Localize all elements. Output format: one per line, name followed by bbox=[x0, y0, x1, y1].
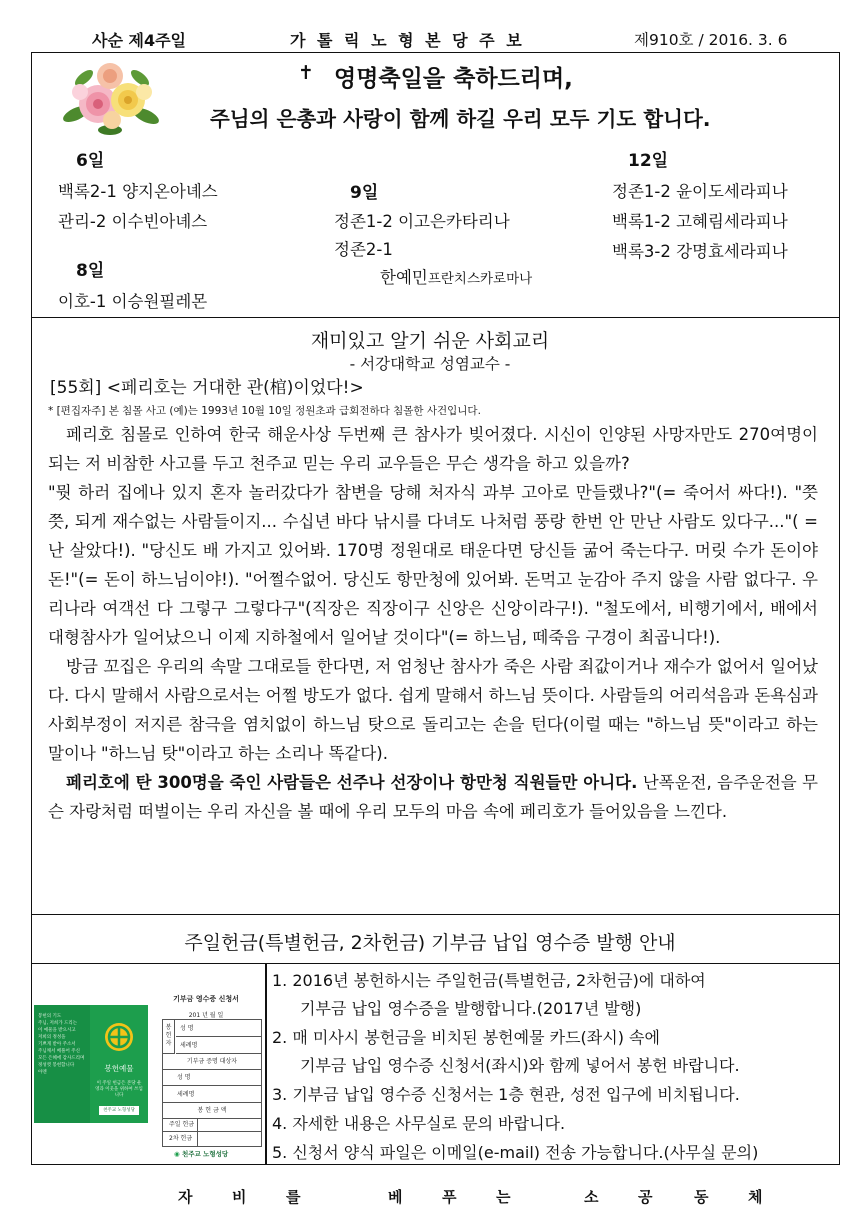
form-section3: 봉 헌 금 액 bbox=[163, 1103, 261, 1119]
form-name-label: 성 명 bbox=[176, 1020, 261, 1037]
form-sunday-row: 주일 헌금 bbox=[163, 1118, 261, 1132]
footer-char: 베 bbox=[388, 1188, 405, 1206]
form-date: 201 년 월 일 bbox=[188, 1012, 224, 1019]
article-emphasis: 페리호에 탄 300명을 죽인 사람들은 선주나 선장이나 항만청 직원들만 아니다. bbox=[66, 773, 638, 792]
notice-item: 기부금 납입 영수증을 발행합니다.(2017년 발행) bbox=[300, 999, 642, 1018]
article-paragraph: "뭣 하러 집에나 있지 혼자 놀러갔다가 참변을 당해 처자식 과부 고아로 만들랬나?"(= 죽어서 싸다!). "쯧쯧, 되게 재수없는 사람들이지... 수십년 바다 낚시를 다녀도 나처럼 풍랑 한번 안 만난 사람도 있다구..."( = 난 살았다!). "당신도 배 가지고 있어봐. 170명 정원대로 태운다면 당신들 굶어 죽는다구. 머릿 수가 돈이야 돈!"(= 돈이 하느님이야!). "어쩔수없어. 당신도 항만청에 있어봐. 돈먹고 눈감아 주지 않을 사람 없다구. 우리나라 여객선 다 그렇구 그렇다구"(직장은 직장이구 신앙은 신앙이라구!). "철도에서, 비행기에서, 배에서 대형참사가 일어났으니 이제 지하철에서 일어날 것이다"(= 하느님, 떼죽음 구경이 최곱니다!). bbox=[48, 483, 818, 647]
form-name2-label: 성 명 bbox=[163, 1069, 261, 1086]
day6-entry: 백록2-1 양지온아녜스 bbox=[58, 182, 218, 201]
form-section2: 기부금 증명 대상자 bbox=[163, 1054, 261, 1070]
day9-entry: 정존1-2 이고은카타리나 bbox=[334, 212, 510, 231]
card-prayer-line: 저희의 정성을 bbox=[38, 1035, 66, 1040]
notice-item: 1. 2016년 봉헌하시는 주일헌금(특별헌금, 2차헌금)에 대하여 bbox=[272, 971, 706, 990]
card-prayer bbox=[38, 1013, 84, 1076]
offering-card bbox=[90, 1005, 148, 1123]
notice-item: 5. 신청서 양식 파일은 이메일(e-mail) 전송 가능합니다.(사무실 문의) bbox=[272, 1143, 759, 1162]
card-prayer-line: 봉헌의 기도 bbox=[38, 1014, 62, 1019]
day12-entry: 백록3-2 강명효세라피나 bbox=[612, 242, 788, 261]
bulletin-title: 가 톨 릭 노 형 본 당 주 보 bbox=[290, 31, 525, 50]
notice-item: 4. 자세한 내용은 사무실로 문의 바랍니다. bbox=[272, 1114, 566, 1133]
form-baptism-label: 세례명 bbox=[176, 1037, 261, 1054]
feast-title: 영명축일을 축하드리며, bbox=[334, 66, 573, 92]
card-church-label: 천주교 노형성당 bbox=[99, 1106, 139, 1115]
form-table bbox=[162, 1019, 262, 1147]
article-paragraph: 방금 꼬집은 우리의 속말 그대로들 한다면, 저 엄청난 참사가 죽은 사람 죄값이거나 재수가 없어서 일어났다. 다시 말해서 사람으로서는 어쩔 방도가 없다. 쉽게 말해서 하느님 뜻이다. 사람들의 어리석음과 돈욕심과 사회부정이 저지른 참극을 염치없이 하느님 탓으로 돌리고는 손을 턴다(이럴 때는 "하느님 뜻"이라고 하는 말이나 "하느님 탓"이라고 하는 소리나 똑같다). bbox=[48, 657, 818, 763]
footer-char: 는 bbox=[496, 1188, 513, 1206]
notice-divider bbox=[265, 963, 267, 1165]
card-message: 이 주일 헌금은 본당 운영과 이웃을 위하여 쓰입니다 bbox=[95, 1081, 143, 1098]
form-church-logo bbox=[174, 1149, 228, 1158]
header-sunday: 사순 제4주일 bbox=[92, 31, 186, 50]
form-title: 기부금 영수증 신청서 bbox=[173, 995, 239, 1003]
day12-entry: 정존1-2 윤이도세라피나 bbox=[612, 182, 788, 201]
application-form bbox=[150, 992, 262, 1160]
day9-label: 9일 bbox=[350, 183, 379, 203]
day6-entry: 관리-2 이수빈아녜스 bbox=[58, 212, 208, 231]
card-prayer-line: 주님, 저희가 드리는 bbox=[38, 1021, 78, 1026]
day6-label: 6일 bbox=[76, 151, 105, 171]
day12-label: 12일 bbox=[628, 151, 669, 171]
day9-extra-name: 한예민 bbox=[380, 268, 428, 287]
form-second-row: 2차 헌금 bbox=[169, 1135, 193, 1142]
day9-extra-saint: 프란치스카로마나 bbox=[427, 271, 533, 287]
card-label: 봉헌예물 bbox=[104, 1064, 134, 1073]
article-author: - 서강대학교 성염교수 - bbox=[349, 355, 511, 373]
article-body bbox=[48, 420, 818, 826]
form-side-label: 봉헌자 bbox=[163, 1020, 175, 1054]
notice-title: 주일헌금(특별헌금, 2차헌금) 기부금 납입 영수증 발행 안내 bbox=[184, 932, 676, 954]
form-baptism2-label: 세례명 bbox=[163, 1086, 261, 1103]
article-title: 재미있고 알기 쉬운 사회교리 bbox=[310, 330, 550, 352]
flower-bouquet-icon bbox=[60, 56, 162, 140]
article-paragraph-rest: 난폭운전, 음주운전을 무슨 자랑처럼 떠벌이는 우리 자신을 볼 때에 우리 모두의 마음 속에 페리호가 들어있음을 느낀다. bbox=[48, 773, 818, 821]
article-episode: [55회] <페리호는 거대한 관(棺)이었다!> bbox=[50, 378, 364, 398]
card-prayer-line: 기쁘게 받아 주소서 bbox=[38, 1042, 76, 1047]
cross-icon: ✝ bbox=[298, 62, 314, 84]
notice-item: 3. 기부금 납입 영수증 신청서는 1층 현관, 성전 입구에 비치됩니다. bbox=[272, 1085, 740, 1104]
card-prayer-line: 이 예물을 받으시고 bbox=[38, 1028, 76, 1033]
footer-char: 자 bbox=[178, 1188, 195, 1206]
day8-entry: 이호-1 이승원필레몬 bbox=[58, 292, 208, 311]
footer-char: 소 bbox=[584, 1188, 601, 1206]
footer-char: 체 bbox=[748, 1188, 765, 1206]
form-column-divider bbox=[197, 1118, 198, 1146]
feast-subtitle: 주님의 은총과 사랑이 함께 하길 우리 모두 기도 합니다. bbox=[210, 107, 711, 131]
footer-char: 공 bbox=[638, 1188, 655, 1206]
editor-note: * [편집자주] 본 침몰 사고 (예)는 1993년 10월 10일 정원초과 급회전하다 침몰한 사건입니다. bbox=[48, 405, 481, 417]
card-cover bbox=[34, 1005, 90, 1123]
footer-char: 푸 bbox=[442, 1188, 459, 1206]
card-prayer-line: 아멘 bbox=[38, 1070, 47, 1075]
article-paragraph: 페리호 침몰로 인하여 한국 해운사상 두번째 큰 참사가 빚어졌다. 시신이 인양된 사망자만도 270여명이 되는 저 비참한 사고를 두고 천주교 믿는 우리 교우들은 무슨 생각을 하고 있을까? bbox=[48, 425, 818, 473]
form-logo-text: 천주교 노형성당 bbox=[181, 1150, 229, 1158]
day9-entry: 정존2-1 bbox=[334, 240, 393, 259]
card-prayer-line: 정성껏 봉헌합니다 bbox=[38, 1063, 75, 1068]
day9-extra bbox=[380, 264, 532, 288]
notice-item: 2. 매 미사시 봉헌금을 비치된 봉헌예물 카드(좌시) 속에 bbox=[272, 1028, 660, 1047]
day12-entry: 백록1-2 고혜림세라피나 bbox=[612, 212, 788, 231]
day8-label: 8일 bbox=[76, 261, 105, 281]
footer-char: 동 bbox=[694, 1188, 711, 1206]
footer-char: 비 bbox=[232, 1188, 249, 1206]
form-logo-icon: ◉ bbox=[174, 1150, 180, 1158]
card-prayer-line: 주님께서 베풀어 주신 bbox=[38, 1049, 80, 1054]
issue-number-date: 제910호 / 2016. 3. 6 bbox=[634, 31, 788, 49]
card-prayer-line: 모든 은혜에 감사드리며 bbox=[38, 1056, 85, 1061]
church-emblem-icon bbox=[103, 1021, 135, 1053]
footer-char: 를 bbox=[286, 1188, 303, 1206]
notice-item: 기부금 납입 영수증 신청서(좌시)와 함께 넣어서 봉헌 바랍니다. bbox=[300, 1056, 740, 1075]
article-paragraph bbox=[48, 768, 818, 826]
